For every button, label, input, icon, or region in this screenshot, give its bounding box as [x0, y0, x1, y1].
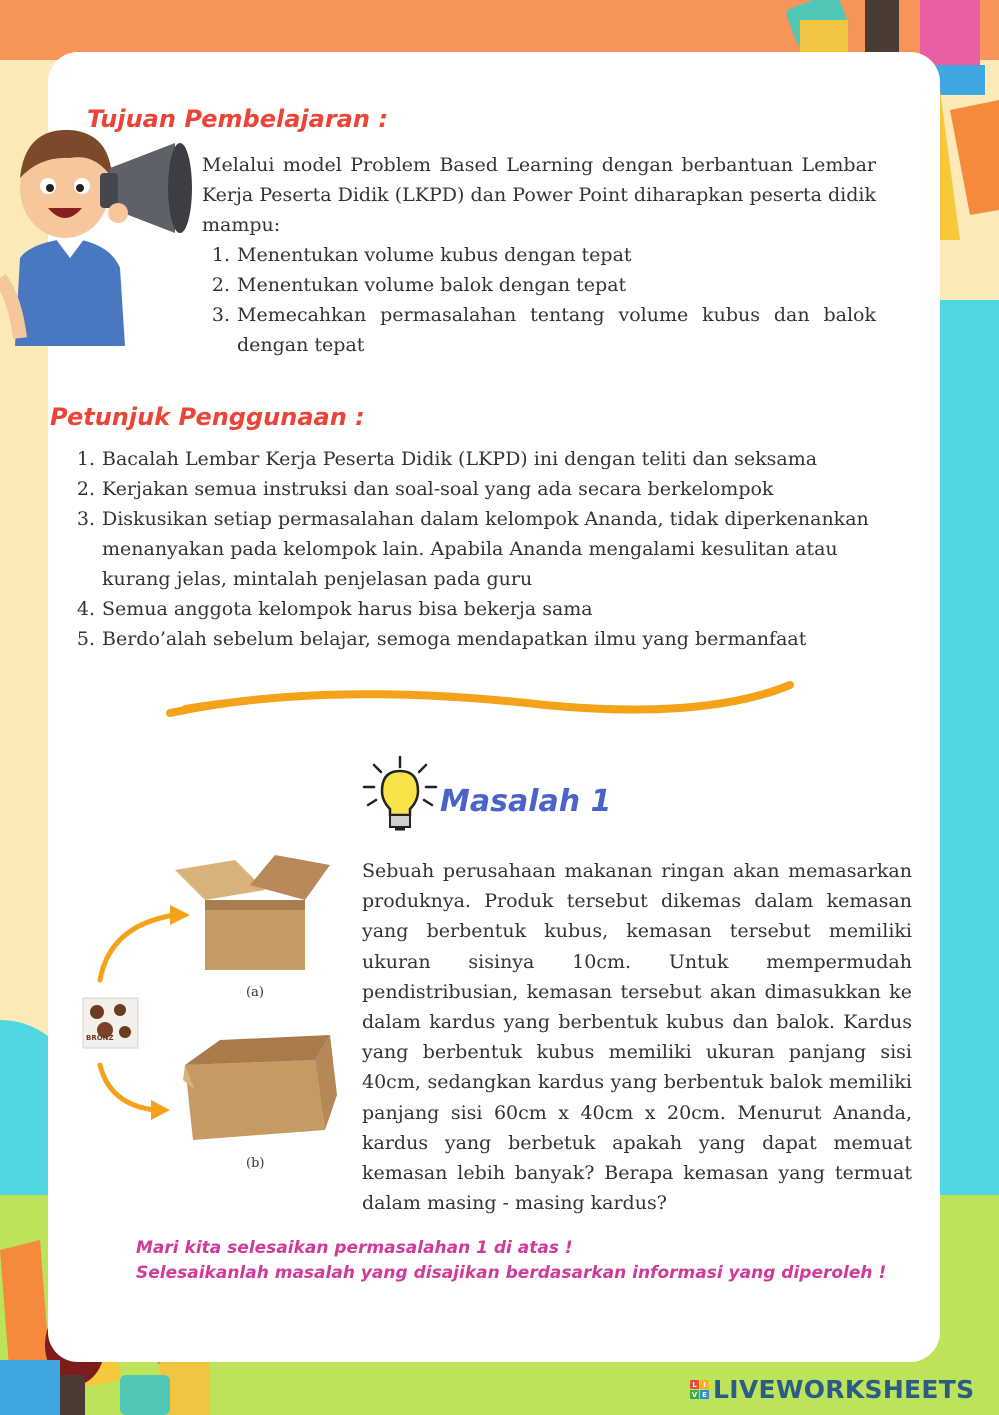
logo-letter: E	[700, 1390, 709, 1399]
list-item-text: Semua anggota kelompok harus bisa bekerja sama	[102, 598, 593, 620]
tujuan-heading: Tujuan Pembelajaran :	[87, 105, 388, 133]
list-item-text: Berdo’alah sebelum belajar, semoga mendapatkan ilmu yang bermanfaat	[102, 628, 807, 650]
list-number: 2.	[211, 274, 230, 296]
logo-mark-icon	[690, 1380, 709, 1399]
logo-letter: V	[691, 1390, 698, 1399]
list-item	[200, 300, 876, 360]
petunjuk-list	[65, 444, 885, 654]
petunjuk-heading: Petunjuk Penggunaan :	[50, 403, 365, 431]
caption-b: (b)	[246, 1156, 265, 1171]
list-number: 4.	[76, 598, 95, 620]
list-item-text: Memecahkan permasalahan tentang volume kubus dan balok dengan tepat	[237, 304, 876, 356]
instruction-line-1: Mari kita selesaikan permasalahan 1 di atas !	[136, 1238, 573, 1258]
list-item	[200, 240, 876, 270]
tujuan-list	[200, 240, 876, 360]
list-number: 3.	[211, 304, 230, 326]
instruction-line-2: Selesaikanlah masalah yang disajikan berdasarkan informasi yang diperoleh !	[136, 1263, 887, 1283]
list-number: 1.	[211, 244, 230, 266]
list-item	[65, 474, 885, 504]
list-number: 5.	[76, 628, 95, 650]
boxes-illustration	[75, 850, 345, 1180]
list-item	[200, 270, 876, 300]
swoosh-divider	[165, 675, 800, 725]
boy-megaphone-illustration	[0, 108, 200, 346]
lightbulb-icon	[360, 755, 440, 835]
list-item-text: Bacalah Lembar Kerja Peserta Didik (LKPD) ini dengan teliti dan seksama	[102, 448, 818, 470]
liveworksheets-logo[interactable]	[690, 1375, 974, 1404]
list-item	[65, 624, 885, 654]
list-item	[65, 504, 885, 594]
masalah-title: Masalah 1	[440, 784, 612, 819]
instructions-block	[136, 1236, 926, 1286]
logo-text: LIVEWORKSHEETS	[713, 1375, 975, 1404]
list-number: 2.	[76, 478, 95, 500]
list-item	[65, 444, 885, 474]
list-item-text: Diskusikan setiap permasalahan dalam kelompok Ananda, tidak diperkenankan menanyakan pada kelompok lain. Apabila Ananda mengalami kesulitan atau kurang jelas, mintalah penjelasan pada guru	[102, 508, 869, 590]
list-item-text: Kerjakan semua instruksi dan soal-soal yang ada secara berkelompok	[102, 478, 774, 500]
caption-a: (a)	[246, 985, 264, 1000]
list-item-text: Menentukan volume balok dengan tepat	[237, 274, 627, 296]
masalah-text: Sebuah perusahaan makanan ringan akan memasarkan produknya. Produk tersebut dikemas dalam kemasan yang berbentuk kubus, kemasan tersebut memiliki ukuran sisinya 10cm. Untuk mempermudah pendistribusian, kemasan tersebut akan dimasukkan ke dalam kardus yang berbentuk kubus dan balok. Kardus yang berbentuk kubus memiliki ukuran panjang sisi 40cm, sedangkan kardus yang berbentuk balok memiliki panjang sisi 60cm x 40cm x 20cm. Menurut Ananda, kardus yang berbetuk apakah yang dapat memuat kemasan lebih banyak? Berapa kemasan yang termuat dalam masing - masing kardus?	[362, 860, 912, 1215]
list-item-text: Menentukan volume kubus dengan tepat	[237, 244, 632, 266]
logo-letter: I	[700, 1380, 709, 1389]
list-number: 3.	[76, 508, 95, 530]
list-number: 1.	[76, 448, 95, 470]
tujuan-intro-text: Melalui model Problem Based Learning dengan berbantuan Lembar Kerja Peserta Didik (LKPD) dan Power Point diharapkan peserta didik mampu:	[202, 154, 876, 236]
list-item	[65, 594, 885, 624]
product-label: BRONZ	[86, 1034, 114, 1042]
logo-letter: L	[690, 1380, 699, 1389]
